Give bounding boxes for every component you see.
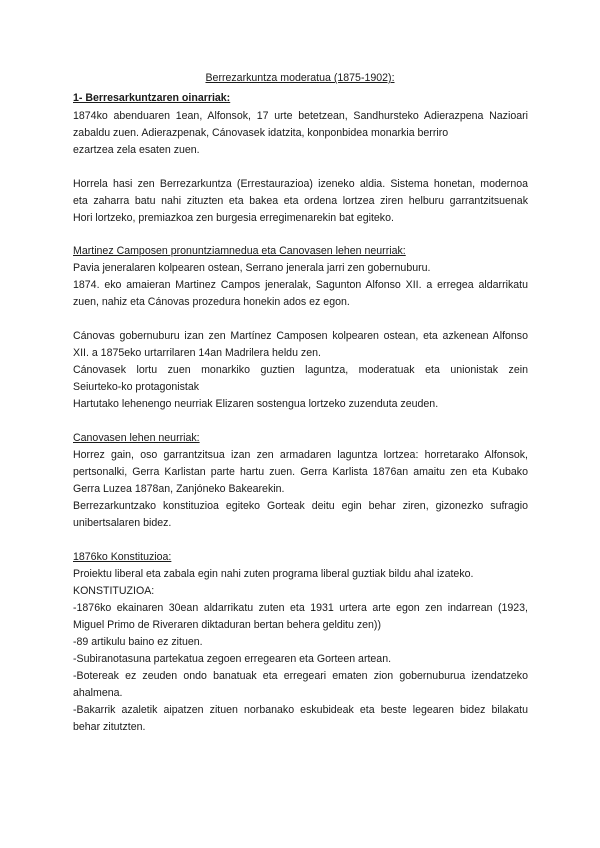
section-heading: 1- Berresarkuntzaren oinarriak: (73, 92, 231, 104)
section-heading: Martinez Camposen pronuntziamnedua eta Canovasen lehen neurriak: (73, 245, 406, 257)
text-line: Cánovasek lortu zuen monarkiko guztien laguntza, moderatuak eta unionistak zein (73, 364, 528, 376)
text-line: Miguel Primo de Riveraren diktaduran bertan behera gelditu zen)) (73, 619, 381, 631)
text-line: Seiurteko-ko protagonistak (73, 381, 200, 393)
text-line: -Botereak ez zeuden ondo banatuak eta erregeari ematen zion gobernuburua izendatzeko (73, 670, 528, 682)
text-line: Proiektu liberal eta zabala egin nahi zuten programa liberal guztiak bildu ahal izateko. (73, 568, 474, 580)
text-line: Berrezarkuntzako konstituzioa egiteko Gorteak deitu egin behar ziren, gizonezko sufragio (73, 500, 528, 512)
text-line: behar zitutzten. (73, 721, 146, 733)
text-line: Hartutako lehenengo neurriak Elizaren sostengua lortzeko zuzenduta zeuden. (73, 398, 439, 410)
text-line: eta zaharra batu nahi zituzten eta bakea eta ordena lortzea ziren helburu garrantzitsuenak (73, 195, 528, 207)
text-line: zuen, nahiz eta Cánovas prozedura honekin ados ez egon. (73, 296, 350, 308)
text-line: zabaldu zuen. Adierazpenak, Cánovasek idatzita, konponbidea monarkia berriro (73, 127, 449, 139)
document-title: Berrezarkuntza moderatua (1875-1902): (205, 72, 395, 84)
text-line: -1876ko ekainaren 30ean aldarrikatu zuten eta 1931 urtera arte egon zen indarrean (1923, (73, 602, 528, 614)
text-line: ahalmena. (73, 687, 123, 699)
text-line: Horrela hasi zen Berrezarkuntza (Errestaurazioa) izeneko aldia. Sistema honetan, modernoa (73, 178, 528, 190)
text-line: -Bakarrik azaletik aipatzen zituen norbanako eskubideak eta beste legearen bidez bilakatu (73, 704, 528, 716)
text-line: Hori lortzeko, premiazkoa zen burgesia erregimenarekin bat egiteko. (73, 212, 394, 224)
section-heading: 1876ko Konstituzioa: (73, 551, 172, 563)
text-line: ezartzea zela esaten zuen. (73, 144, 200, 156)
text-line: Gerra Luzea 1878an, Zanjóneko Bakearekin. (73, 483, 285, 495)
text-line: -89 artikulu baino ez zituen. (73, 636, 203, 648)
text-line: XII. a 1875eko urtarrilaren 14an Madrilera heldu zen. (73, 347, 321, 359)
text-line: Pavia jeneralaren kolpearen ostean, Serrano jenerala jarri zen gobernuburu. (73, 262, 431, 274)
text-line: Cánovas gobernuburu izan zen Martínez Camposen kolpearen ostean, eta azkenean Alfonso (73, 330, 528, 342)
text-line: 1874ko abenduaren 1ean, Alfonsok, 17 urte betetzean, Sandhursteko Adierazpena Nazioari (73, 110, 528, 122)
text-line: pertsonalki, Gerra Karlistan parte hartu zuen. Gerra Karlista 1876an amaitu zen eta Kubako (73, 466, 528, 478)
text-line: KONSTITUZIOA: (73, 585, 155, 597)
text-line: Horrez gain, oso garrantzitsua izan zen armadaren laguntza lortzea: horretarako Alfonsok, (73, 449, 528, 461)
section-heading: Canovasen lehen neurriak: (73, 432, 200, 444)
text-line: -Subiranotasuna partekatua zegoen erregearen eta Gorteen artean. (73, 653, 392, 665)
text-line: unibertsalaren bidez. (73, 517, 172, 529)
text-line: 1874. eko amaieran Martinez Campos jeneralak, Sagunton Alfonso XII. a erregea aldarrikatu (73, 279, 528, 291)
